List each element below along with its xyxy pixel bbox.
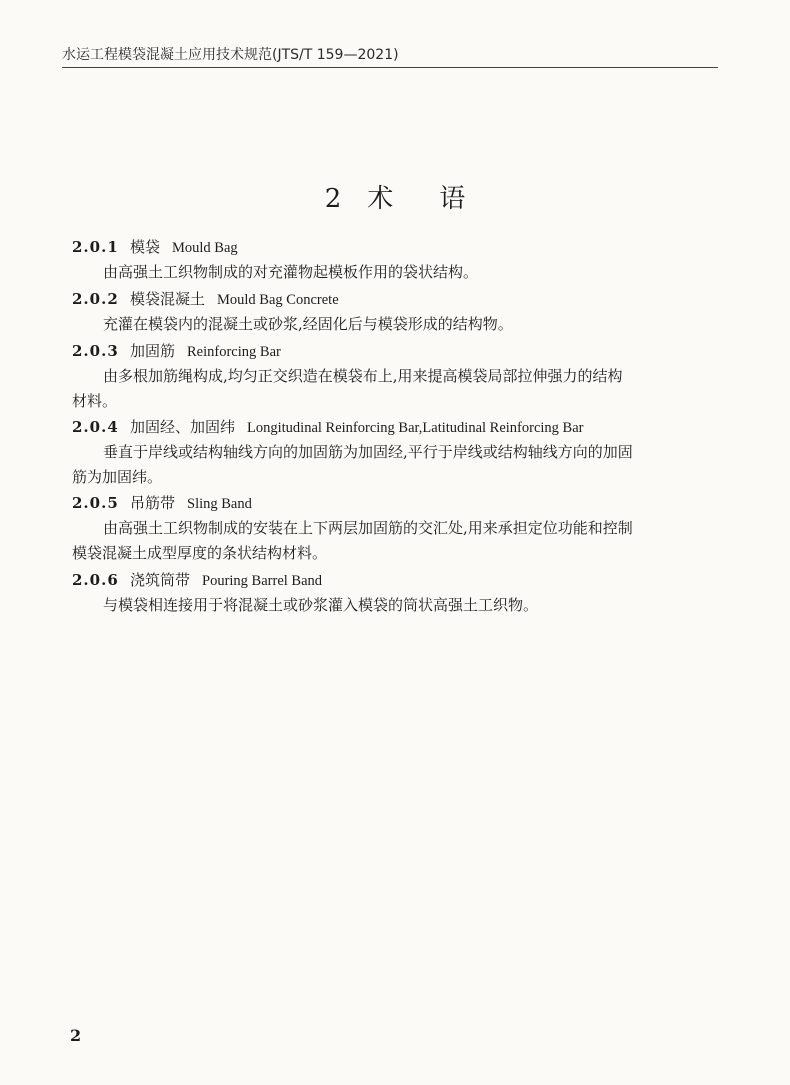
term-heading-2-0-4 xyxy=(72,416,583,437)
term-definition-line: 与模袋相连接用于将混凝土或砂浆灌入模袋的筒状高强土工织物。 xyxy=(103,596,539,614)
term-english: Mould Bag Concrete xyxy=(217,292,339,308)
term-number: 2.0.6 xyxy=(72,571,119,589)
running-header: 水运工程模袋混凝土应用技术规范(JTS/T 159—2021) xyxy=(62,47,399,63)
chapter-title-text: 术语 xyxy=(367,184,512,214)
term-definition-line: 由多根加筋绳构成,均匀正交织造在模袋布上,用来提高模袋局部拉伸强力的结构 xyxy=(103,367,623,385)
term-english: Reinforcing Bar xyxy=(187,344,281,360)
term-english: Sling Band xyxy=(187,496,252,512)
term-number: 2.0.1 xyxy=(72,238,119,256)
term-chinese: 加固筋 xyxy=(130,342,176,360)
term-definition-line: 由高强土工织物制成的对充灌物起模板作用的袋状结构。 xyxy=(103,263,479,281)
term-definition-line: 充灌在模袋内的混凝土或砂浆,经固化后与模袋形成的结构物。 xyxy=(103,315,513,333)
term-number: 2.0.4 xyxy=(72,418,119,436)
term-definition-continuation: 材料。 xyxy=(72,392,118,410)
header-rule xyxy=(62,67,718,68)
term-english: Mould Bag xyxy=(172,240,238,256)
term-chinese: 模袋 xyxy=(130,238,161,256)
term-chinese: 模袋混凝土 xyxy=(130,290,206,308)
chapter-number: 2 xyxy=(324,184,342,214)
term-english: Pouring Barrel Band xyxy=(202,573,323,589)
term-number: 2.0.2 xyxy=(72,290,119,308)
term-definition-line: 由高强土工织物制成的安装在上下两层加固筋的交汇处,用来承担定位功能和控制 xyxy=(103,519,633,537)
term-number: 2.0.3 xyxy=(72,342,119,360)
term-chinese: 浇筑筒带 xyxy=(130,571,191,589)
term-heading-2-0-3 xyxy=(72,340,281,361)
term-chinese: 吊筋带 xyxy=(130,494,176,512)
page-number: 2 xyxy=(70,1026,82,1045)
term-english: Longitudinal Reinforcing Bar,Latitudinal Reinforcing Bar xyxy=(247,420,584,436)
term-heading-2-0-2 xyxy=(72,288,339,309)
term-definition-continuation: 模袋混凝土成型厚度的条状结构材料。 xyxy=(72,544,328,562)
term-number: 2.0.5 xyxy=(72,494,119,512)
term-heading-2-0-5 xyxy=(72,492,252,513)
term-definition-line: 垂直于岸线或结构轴线方向的加固筋为加固经,平行于岸线或结构轴线方向的加固 xyxy=(103,443,633,461)
chapter-title xyxy=(0,178,790,215)
term-definition-continuation: 筋为加固纬。 xyxy=(72,468,163,486)
term-heading-2-0-1 xyxy=(72,236,238,257)
term-heading-2-0-6 xyxy=(72,569,322,590)
term-chinese: 加固经、加固纬 xyxy=(130,418,236,436)
